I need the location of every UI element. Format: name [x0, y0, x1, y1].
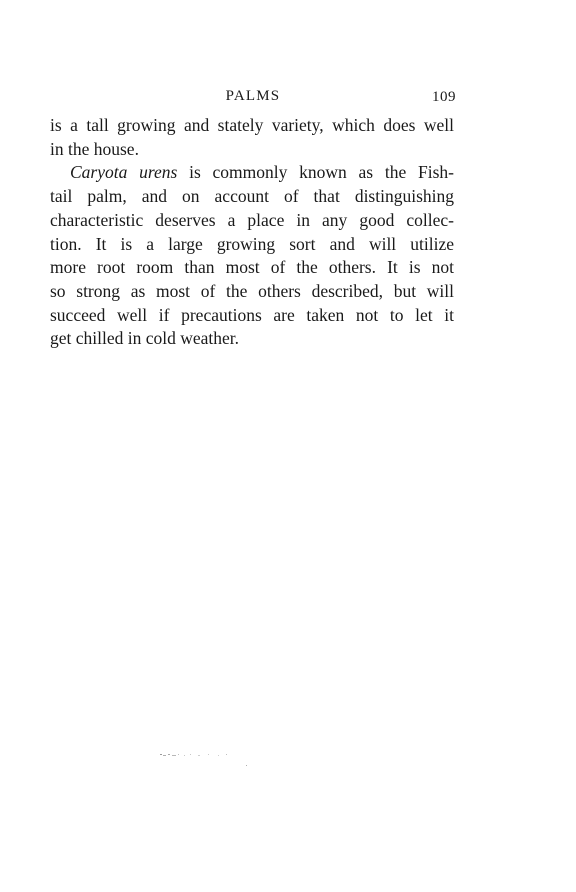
text-line: is a tall growing and stately variety, which does well: [50, 115, 454, 135]
text-line: get chilled in cold weather.: [50, 328, 240, 349]
text-line: succeed well if precautions are taken not to let it: [50, 304, 454, 325]
text-line-paragraph-start: [50, 161, 454, 185]
running-title: PALMS: [225, 88, 281, 104]
text-fragment: is commonly known as the Fish-: [177, 162, 454, 183]
text-line: so strong as most of the others described, but will: [50, 280, 454, 301]
scan-specks: [160, 750, 260, 770]
body-text: [50, 114, 454, 351]
running-head: [50, 88, 456, 108]
species-name: Caryota urens: [70, 162, 178, 183]
text-line: tail palm, and on account of that distinguishing: [50, 186, 454, 207]
text-line: tion. It is a large growing sort and will utilize: [50, 233, 454, 254]
page-number: 109: [432, 89, 456, 105]
text-line: in the house.: [50, 138, 139, 159]
text-line: characteristic deserves a place in any good collec-: [50, 209, 454, 230]
text-line: more root room than most of the others. It is not: [50, 257, 454, 278]
